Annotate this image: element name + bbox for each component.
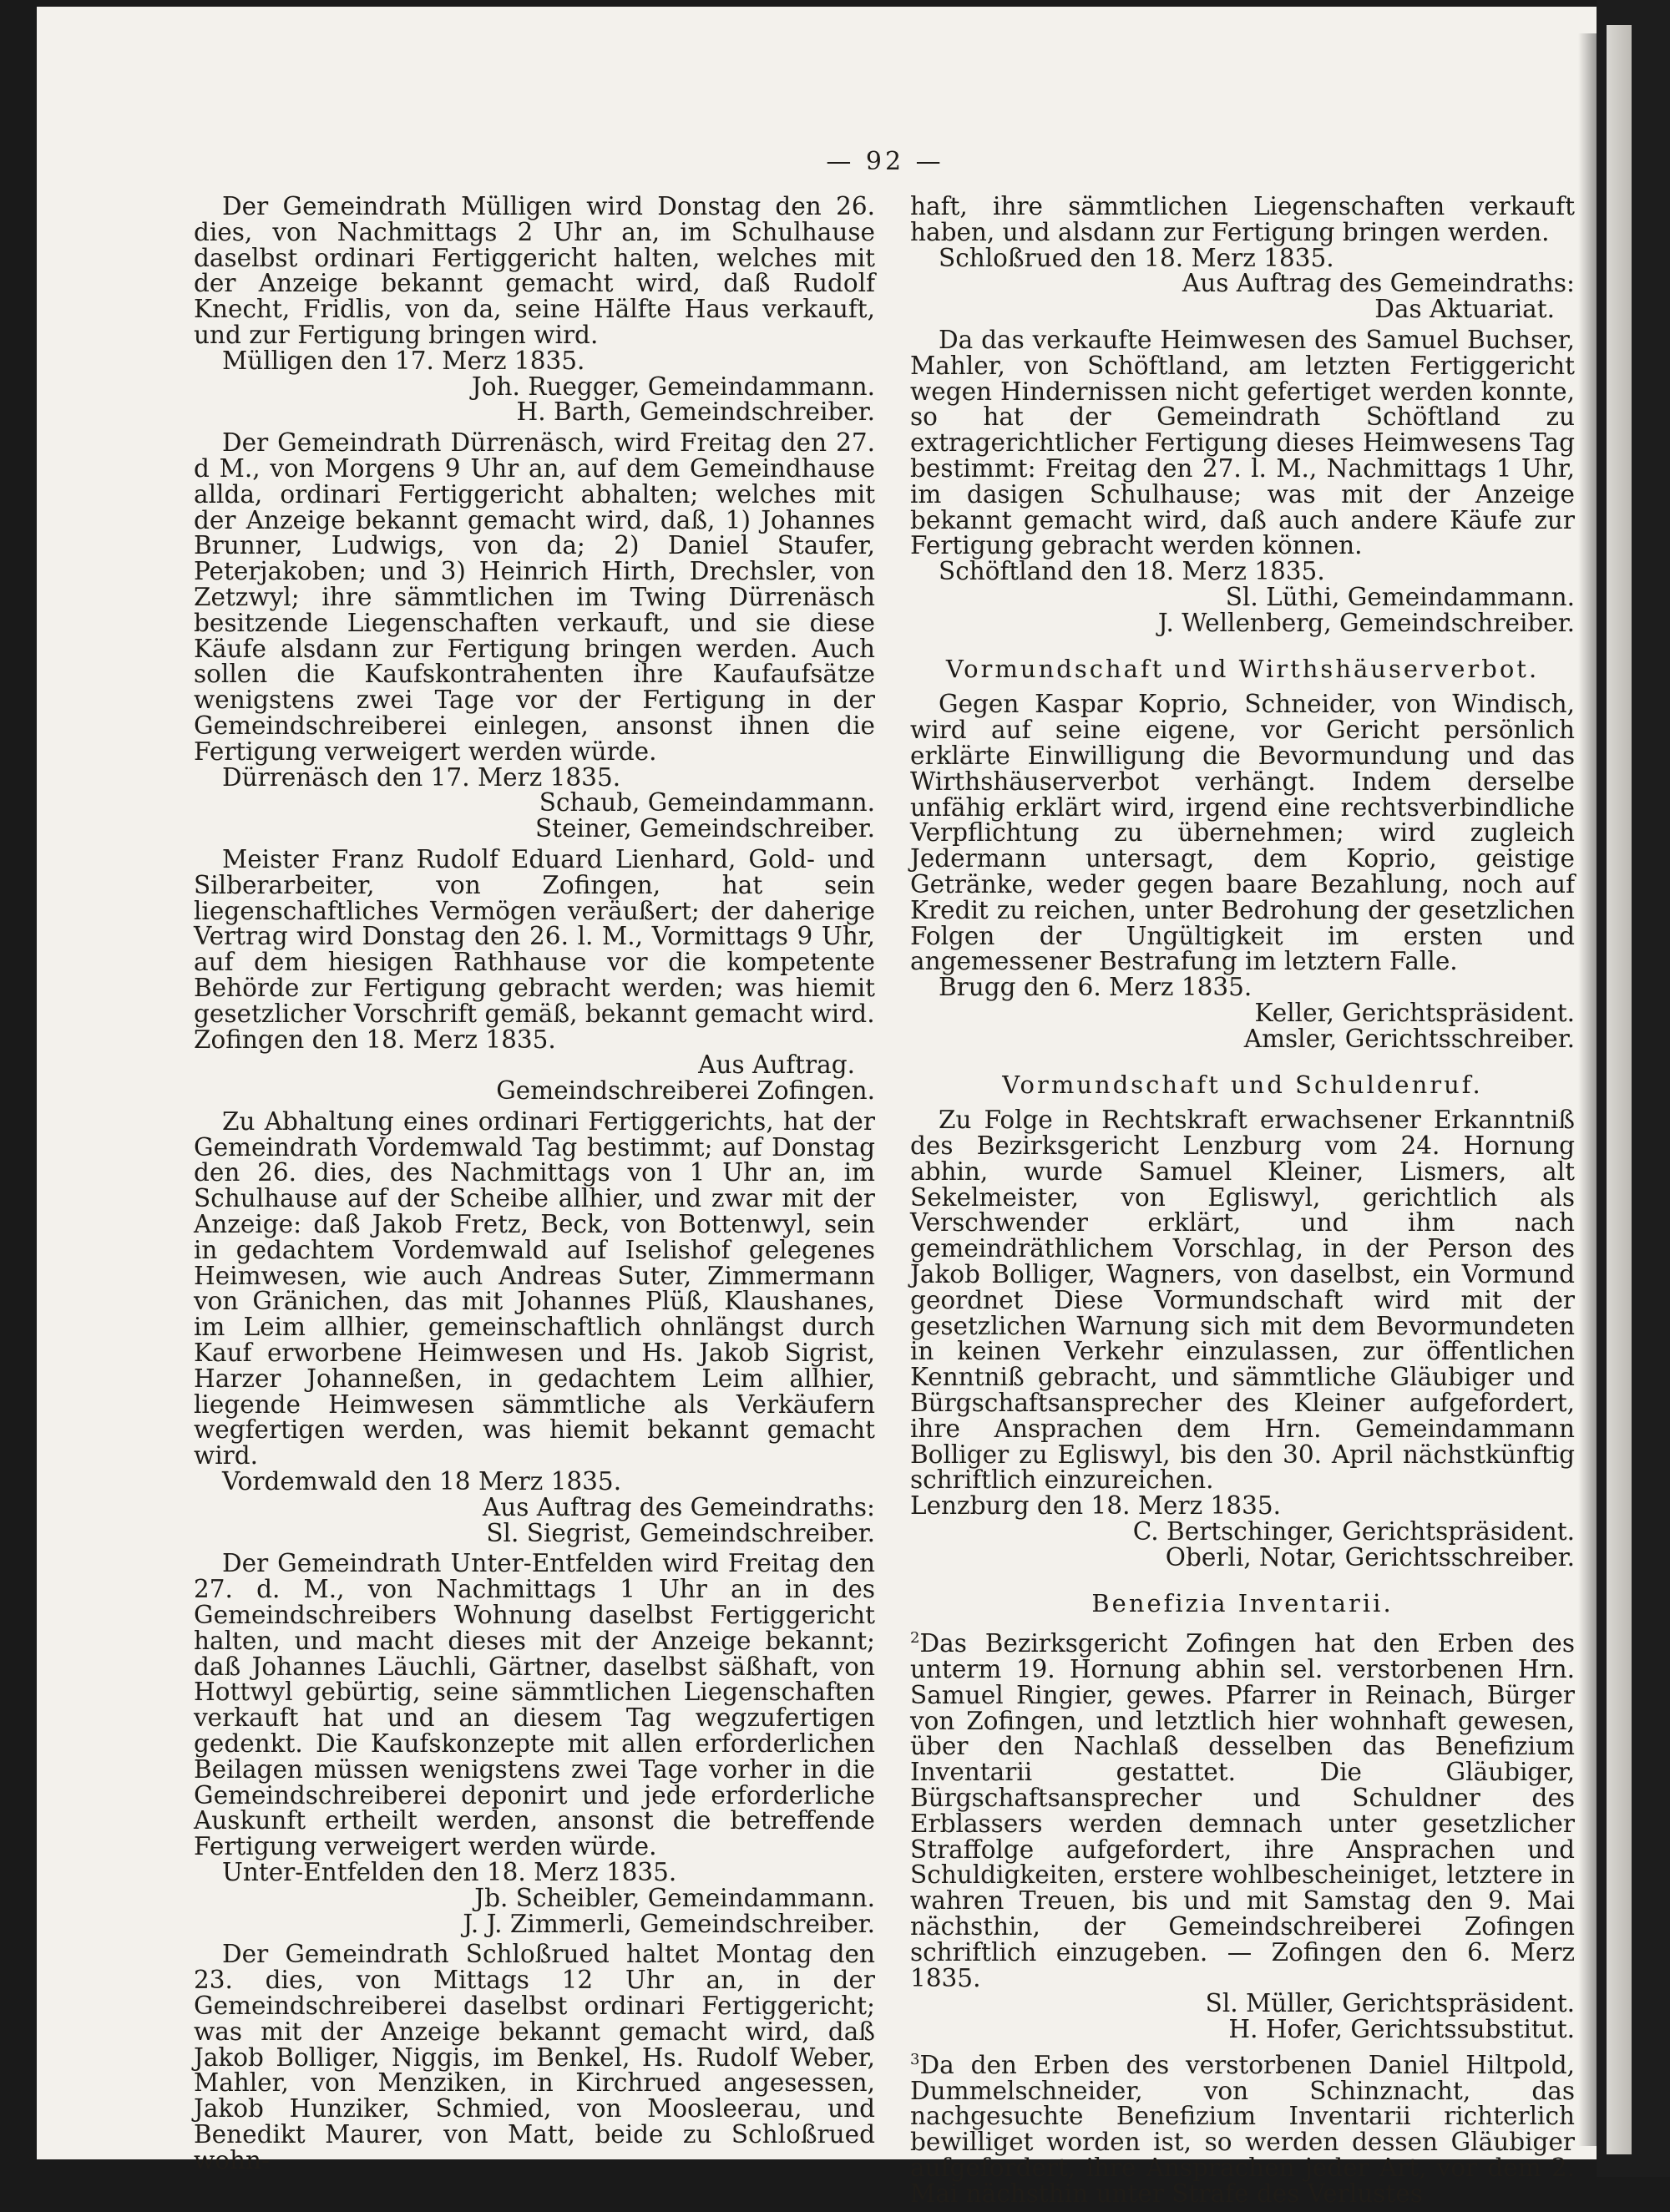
notice-body: Zu Abhaltung eines ordinari Fertiggerichts, hat der Gemeindrath Vordemwald Tag bestimmt; auf Donstag den 26. dies, des Nachmittags von 1 Uhr an, im Schulhause auf der Scheibe allhier, und zwar mit der Anzeige: daß Jakob Fretz, Beck, von Bottenwyl, sein in gedachtem Vordemwald auf Iselishof gelegenes Heimwesen, wie auch Andreas Suter, Zimmermann von Gränichen, das mit Johannes Plüß, Klaushanes, im Leim allhier, gemeinschaftlich ohnlängst durch Kauf erworbene Heimwesen und Hs. Jakob Sigrist, Harzer Johanneßen, in gedachtem Leim allhier, liegende Heimwesen sämmtliche als Verkäufern wegfertigen werden, was hiemit bekannt gemacht wird. <box>194 1106 875 1470</box>
notice-dateline: Dürrenäsch den 17. Merz 1835. <box>222 762 621 792</box>
signature: Sl. Müller, Gerichtspräsident. <box>1205 1989 1575 2018</box>
signature: Steiner, Gemeindschreiber. <box>534 814 875 843</box>
notice-unter-entfelden <box>194 1551 875 1936</box>
signature: C. Bertschinger, Gerichtspräsident. <box>1132 1517 1575 1546</box>
scan-frame-top <box>0 0 1670 7</box>
next-page-edge <box>1607 25 1632 2154</box>
notice-body: Gegen Kaspar Koprio, Schneider, von Windisch, wird auf seine eigene, vor Gericht persönlich erklärte Einwilligung die Bevormundung und das Wirthshäuserverbot verhängt. Indem derselbe unfähig erklärt wird, irgend eine rechtsverbindliche Verpflichtung zu übernehmen; wird zugleich Jedermann untersagt, dem Koprio, geistige Getränke, weder gegen baare Bezahlung, noch auf Kredit zu reichen, unter Bedrohung der gesetzlichen Folgen der Ungültigkeit im ersten und angemessener Bestrafung im letztern Falle. <box>910 690 1575 976</box>
notice-body: Zu Folge in Rechtskraft erwachsener Erkanntniß des Bezirksgericht Lenzburg vom 24. Hornung abhin, wurde Samuel Kleiner, Lismers, alt Sekelmeister, von Egliswyl, gerichtlich als Verschwender erklärt, und ihm nach gemeindräthlichem Vorschlag, in der Person des Jakob Bolliger, Wagners, von daselbst, ein Vormund geordnet Diese Vormundschaft wird mit der gesetzlichen Warnung sich mit dem Bevormundeten in keinen Verkehr einzulassen, zur öffentlichen Kenntniß gebracht, und sämmtliche Gläubiger und Bürgschaftsansprecher des Kleiner aufgefordert, ihre Ansprachen dem Hrn. Gemeindammann Bolliger zu Egliswyl, bis den 30. April nächstkünftig schriftlich einzureichen. <box>910 1106 1575 1495</box>
notice-body: Der Gemeindrath Schloßrued haltet Montag den 23. dies, von Mittags 12 Uhr an, in der Gemeindschreiberei daselbst ordinari Fertiggericht; was mit der Anzeige bekannt gemacht wird, daß Jakob Bolliger, Niggis, im Benkel, Hs. Rudolf Weber, Mahler, von Menziken, in Kirchrued angesessen, Jakob Hunziker, Schmied, von Moosleerau, und Benedikt Maurer, von Matt, beide zu Schloßrued wohn- <box>194 1940 875 2174</box>
signature: Oberli, Notar, Gerichtsschreiber. <box>1165 1542 1575 1572</box>
signature: Aus Auftrag des Gemeindraths: <box>1182 269 1575 298</box>
signature: Sl. Siegrist, Gemeindschreiber. <box>486 1518 875 1547</box>
signature: Sl. Lüthi, Gemeindammann. <box>1225 582 1575 611</box>
page-number: — 92 — <box>826 147 944 176</box>
notice-dateline: Schloßrued den 18. Merz 1835. <box>939 243 1334 272</box>
signature: H. Barth, Gemeindschreiber. <box>516 397 875 427</box>
signature: Jb. Scheibler, Gemeindammann. <box>474 1883 875 1912</box>
notice-dateline: Vordemwald den 18 Merz 1835. <box>222 1467 622 1496</box>
notice-schlossrued <box>194 1941 875 2173</box>
signature: J. Wellenberg, Gemeindschreiber. <box>1157 608 1575 637</box>
notice-body: Der Gemeindrath Dürrenäsch, wird Freitag den 27. d M., von Morgens 9 Uhr an, auf dem Gemeindhause allda, ordinari Fertiggericht abhalten; welches mit der Anzeige bekannt gemacht wird, daß, 1) Johannes Brunner, Ludwigs, von da; 2) Daniel Staufer, Peterjakoben; und 3) Heinrich Hirth, Drechsler, von Zetzwyl; ihre sämmtlichen im Twing Dürrenäsch besitzende Liegenschaften verkauft, und sie diese Käufe alsdann zur Fertigung bringen werden. Auch sollen die Kaufskontrahenten ihre Kaufaufsätze wenigstens zwei Tage vor der Fertigung in der Gemeindschreiberei einlegen, ansonst ihnen die Fertigung verweigert werden würde. <box>194 428 875 766</box>
signature: Joh. Ruegger, Gemeindammann. <box>471 372 875 401</box>
signature: Amsler, Gerichtsschreiber. <box>1243 1024 1575 1053</box>
notice-schlossrued-continued <box>910 194 1575 322</box>
notice-body: Meister Franz Rudolf Eduard Lienhard, Gold- und Silberarbeiter, von Zofingen, hat sein liegenschaftliches Vermögen veräußert; der daherige Vertrag wird Donstag den 26. l. M., Vormittags 9 Uhr, auf dem hiesigen Rathhause vor die kompetente Behörde zur Fertigung gebracht werden; was hiemit gesetzlicher Vorschrift gemäß, bekannt gemacht wird. <box>194 844 875 1028</box>
notice-body: Da das verkaufte Heimwesen des Samuel Buchser, Mahler, von Schöftland, am letzten Fertiggericht wegen Hindernissen nicht gefertiget werden konnte, so hat der Gemeindrath Schöftland zu extragerichtlicher Fertigung dieses Heimwesens Tag bestimmt: Freitag den 27. l. M., Nachmittags 1 Uhr, im dasigen Schulhause; was mit der Anzeige bekannt gemacht wird, daß auch andere Käufe zur Fertigung gebracht werden können. <box>910 325 1575 560</box>
notice-dateline: Unter-Entfelden den 18. Merz 1835. <box>222 1858 677 1886</box>
notice-schoeftland <box>910 327 1575 636</box>
notice-body: Das Bezirksgericht Zofingen hat den Erben des unterm 19. Hornung abhin sel. verstorbenen Hrn. Samuel Ringier, gewes. Pfarrer in Reinach, Bürger von Zofingen, und letztlich hier wohnhaft gewesen, über den Nachlaß desselben das Benefizium Inventarii gestattet. Die Gläubiger, Bürgschaftsansprecher und Schuldner des Erblassers werden demnach unter gesetzlicher Straffolge aufgefordert, ihre Ansprachen und Schuldigkeiten, erstere wohlbescheiniget, letztere in wahren Treuen, bis und mit Samstag den 9. Mai nächsthin, der Gemeindschreiberei Zofingen schriftlich einzugeben. — Zofingen den 6. Merz 1835. <box>910 1629 1575 1992</box>
section-heading: Vormundschaft und Schuldenruf. <box>1002 1070 1483 1099</box>
notice-vordemwald <box>194 1106 875 1547</box>
signature: Gemeindschreiberei Zofingen. <box>496 1076 875 1106</box>
section-heading: Vormundschaft und Wirthshäuserverbot. <box>945 654 1540 683</box>
notice-koprio <box>910 691 1575 1051</box>
signature: Schaub, Gemeindammann. <box>539 788 875 817</box>
notice-body: Der Gemeindrath Mülligen wird Donstag den 26. dies, von Nachmittags 2 Uhr an, im Schulhause daselbst ordinari Fertiggericht halten, welches mit der Anzeige bekannt gemacht wird, daß Rudolf Knecht, Fridlis, von da, seine Hälfte Haus verkauft, und zur Fertigung bringen wird. <box>194 192 875 349</box>
notice-dateline: Lenzburg den 18. Merz 1835. <box>910 1491 1281 1521</box>
notice-duerrenaesch <box>194 430 875 842</box>
notice-dateline: Mülligen den 17. Merz 1835. <box>222 346 585 375</box>
notice-dateline: Zofingen den 18. Merz 1835. <box>194 1025 556 1054</box>
notice-marker: 3 <box>910 2051 920 2069</box>
signature: Aus Auftrag des Gemeindraths: <box>482 1492 875 1521</box>
notice-muelligen <box>194 194 875 425</box>
notice-body: Der Gemeindrath Unter-Entfelden wird Freitag den 27. d. M., von Nachmittags 1 Uhr an in des Gemeindschreibers Wohnung daselbst Fertiggericht halten, und macht dieses mit der Anzeige bekannt; daß Johannes Läuchli, Gärtner, daselbst säßhaft, von Hottwyl gebürtig, seine sämmtlichen Liegenschaften verkauft hat und an diesem Tag wegzufertigen gedenkt. Die Kaufskonzepte mit allen erforderlichen Beilagen müssen wenigstens zwei Tage vorher in die Gemeindschreiberei deponirt und jede erforderliche Auskunft ertheilt werden, ansonst die betreffende Fertigung verweigert werden würde. <box>194 1549 875 1861</box>
notice-kleiner <box>910 1107 1575 1570</box>
signature: Das Aktuariat. <box>1374 295 1555 324</box>
notice-dateline: Schöftland den 18. Merz 1835. <box>939 557 1325 586</box>
right-column <box>910 194 1575 2212</box>
section-heading: Benefizia Inventarii. <box>1091 1588 1394 1617</box>
notice-dateline: Brugg den 6. Merz 1835. <box>939 973 1252 1002</box>
signature: J. J. Zimmerli, Gemeindschreiber. <box>463 1909 875 1938</box>
notice-marker: 2 <box>910 1629 920 1648</box>
notice-body: haft, ihre sämmtlichen Liegenschaften verkauft haben, und alsdann zur Fertigung bringen werden. <box>910 192 1575 246</box>
left-column <box>194 194 875 2179</box>
signature: Keller, Gerichtspräsident. <box>1254 998 1575 1027</box>
notice-zofingen-lienhard <box>194 844 875 1106</box>
notice-hiltpold <box>910 2047 1575 2207</box>
signature: Aus Auftrag. <box>698 1050 855 1080</box>
signature: H. Hofer, Gerichtssubstitut. <box>1228 2015 1575 2044</box>
notice-body: Da den Erben des verstorbenen Daniel Hiltpold, Dummelschneider, von Schinznacht, das nachgesuchte Benefizium Inventarii richterlich bewilliget worden ist, so werden dessen Gläubiger aufgefordert, ihre Ansprachen jeder Art, vor dem 2. Mai nächsthin unter Strafe des Verlustes <box>910 2050 1575 2208</box>
notice-ringier <box>910 1626 1575 2042</box>
